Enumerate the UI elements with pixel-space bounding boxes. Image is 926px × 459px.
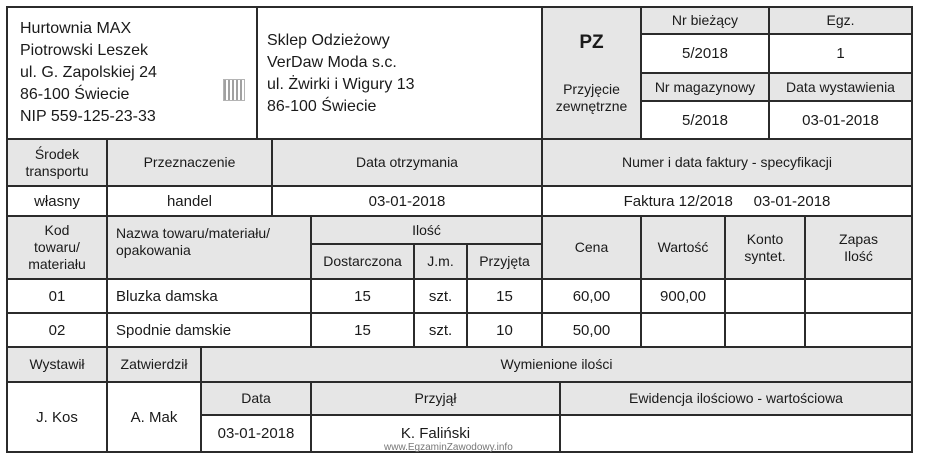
row2-jm: szt.	[428, 321, 453, 339]
doc-type-line2: zewnętrzne	[555, 98, 628, 114]
row1-kod: 01	[48, 287, 66, 305]
nr-biezacy-label: Nr bieżący	[671, 12, 739, 28]
kod-header-line1: Kod	[44, 222, 70, 238]
row2-cena: 50,00	[572, 321, 611, 339]
row1-dostarczona: 15	[354, 287, 371, 305]
nazwa-header	[116, 225, 310, 261]
nr-magazynowy-label: Nr magazynowy	[654, 78, 756, 95]
row1-cena: 60,00	[572, 287, 611, 305]
zapas-header	[806, 217, 911, 278]
row2-nazwa: Spodnie damskie	[116, 321, 232, 339]
konto-header	[726, 217, 804, 278]
seller-name: Hurtownia MAX	[20, 20, 132, 37]
data-label: Data	[241, 390, 271, 406]
srodek-label-line2: transportu	[25, 162, 89, 179]
nazwa-header-line1: Nazwa towaru/materiału/	[116, 225, 271, 241]
buyer-company: VerDaw Moda s.c.	[267, 54, 397, 71]
kod-header-line2: towaru/	[34, 239, 80, 255]
ewidencja-value	[561, 416, 911, 451]
row1-wartosc: 900,00	[660, 287, 706, 305]
przeznaczenie-value: handel	[166, 192, 213, 210]
vline	[541, 6, 543, 140]
row2-przyjeta: 10	[496, 321, 513, 339]
wystawil-value: J. Kos	[36, 408, 78, 426]
seller-nip: NIP 559-125-23-33	[20, 108, 156, 125]
row1-jm: szt.	[428, 287, 453, 305]
wymienione-ilosci-label: Wymienione ilości	[500, 356, 613, 372]
nr-biezacy-value: 5/2018	[682, 45, 728, 62]
seller-owner: Piotrowski Leszek	[20, 42, 149, 59]
srodek-transportu-value: własny	[34, 192, 80, 210]
qr-code-icon	[223, 79, 245, 101]
nr-magazynowy-value: 5/2018	[682, 111, 728, 129]
przyjeta-header: Przyjęta	[479, 253, 530, 269]
zatwierdzil-value: A. Mak	[130, 408, 178, 426]
srodek-label-line1: Środek	[34, 145, 80, 162]
srodek-transportu-label	[8, 140, 106, 185]
dostarczona-header: Dostarczona	[323, 253, 402, 269]
zapas-header-line2: Ilość	[844, 247, 873, 264]
row2-kod: 02	[48, 321, 66, 339]
przyjal-value: K. Faliński	[400, 425, 471, 442]
data-wystawienia-value: 03-01-2018	[802, 111, 879, 129]
zapas-header-line1: Zapas	[839, 230, 878, 247]
buyer-name: Sklep Odzieżowy	[267, 32, 390, 49]
jm-header: J.m.	[427, 253, 454, 269]
ewidencja-label: Ewidencja ilościowo - wartościowa	[629, 390, 843, 406]
watermark: www.EgzaminZawodowy.info	[384, 442, 513, 453]
kod-header-line3: materiału	[28, 256, 86, 272]
row1-nazwa: Bluzka damska	[116, 287, 218, 305]
data-value: 03-01-2018	[217, 425, 295, 442]
nazwa-header-line2: opakowania	[116, 242, 191, 258]
buyer-street: ul. Żwirki i Wigury 13	[267, 76, 415, 93]
doc-type	[543, 78, 640, 118]
vline	[911, 6, 913, 453]
kod-header	[8, 217, 106, 278]
faktura-label: Numer i data faktury - specyfikacji	[621, 154, 833, 170]
row2-wartosc	[642, 314, 724, 346]
vline	[256, 6, 258, 140]
konto-header-line1: Konto	[746, 230, 784, 247]
buyer-city: 86-100 Świecie	[267, 98, 377, 115]
data-otrzymania-value: 03-01-2018	[368, 192, 446, 210]
konto-header-line2: syntet.	[744, 247, 786, 264]
przeznaczenie-label: Przeznaczenie	[143, 154, 236, 170]
seller-street: ul. G. Zapolskiej 24	[20, 64, 157, 81]
ilosc-header: Ilość	[412, 221, 441, 238]
row1-przyjeta: 15	[496, 287, 513, 305]
row2-dostarczona: 15	[354, 321, 371, 339]
faktura-value: Faktura 12/2018 03-01-2018	[623, 192, 831, 210]
data-wystawienia-label: Data wystawienia	[786, 78, 895, 95]
data-otrzymania-label: Data otrzymania	[356, 154, 458, 170]
wartosc-header: Wartość	[657, 239, 709, 255]
cena-header: Cena	[574, 239, 609, 255]
doc-code: PZ	[579, 31, 604, 53]
wystawil-label: Wystawił	[29, 356, 85, 372]
przyjal-label: Przyjął	[414, 390, 457, 406]
seller-city: 86-100 Świecie	[20, 86, 130, 103]
egz-label: Egz.	[826, 12, 855, 28]
egz-value: 1	[836, 45, 845, 62]
doc-type-line1: Przyjęcie	[563, 81, 620, 97]
buyer-address	[267, 30, 415, 118]
seller-address	[20, 18, 157, 128]
zatwierdzil-label: Zatwierdził	[120, 356, 188, 372]
shade-pz-block	[542, 7, 641, 139]
